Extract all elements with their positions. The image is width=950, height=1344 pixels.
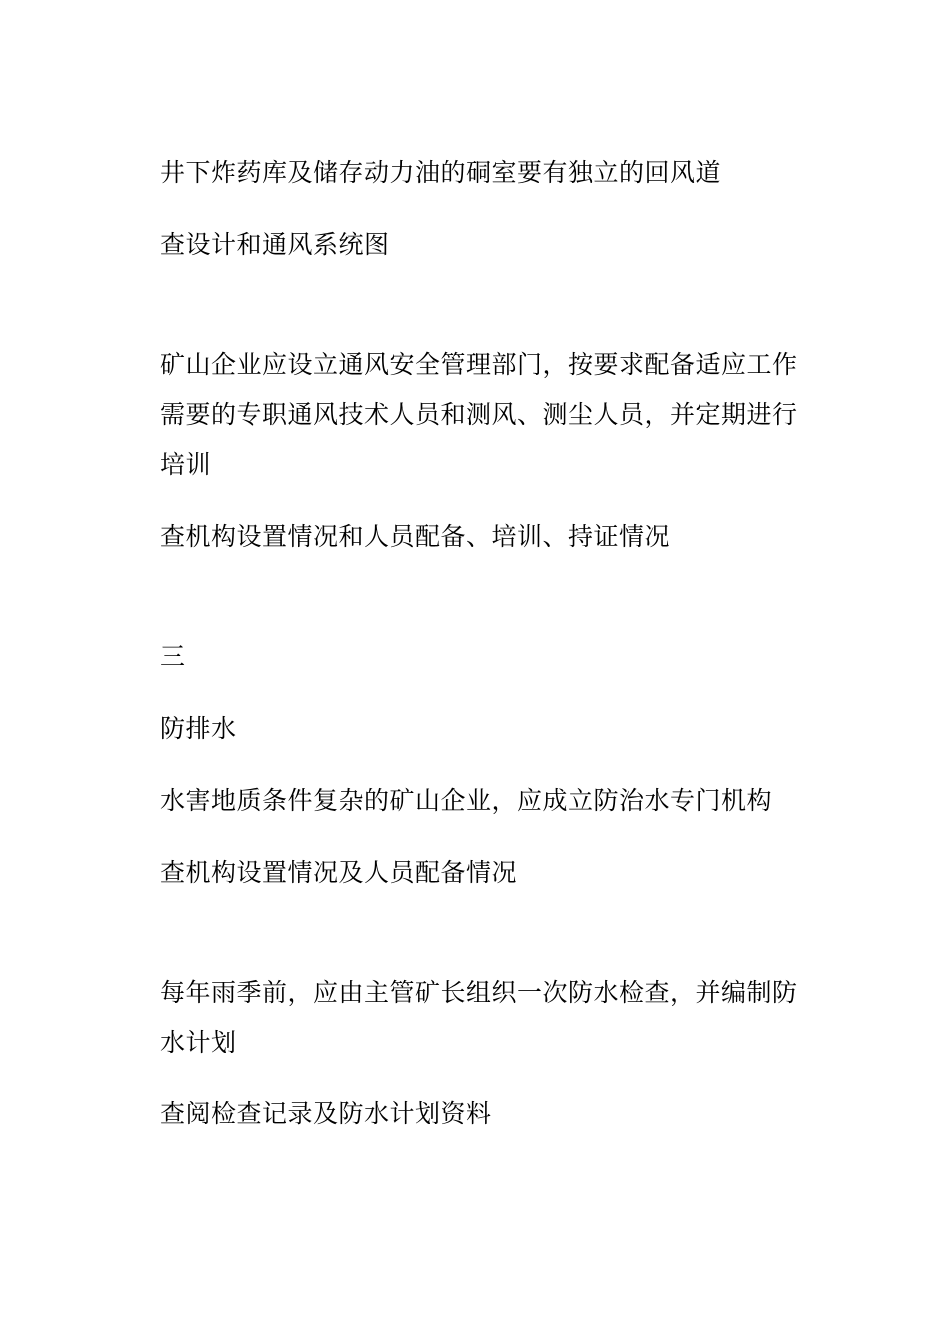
requirement-rainy-season-inspection: 每年雨季前，应由主管矿长组织一次防水检查，并编制防水计划: [160, 978, 798, 1057]
section-number: 三: [160, 642, 186, 671]
section-title-drainage: 防排水: [160, 714, 237, 743]
check-method-agency-staffing: 查机构设置情况及人员配备情况: [160, 858, 518, 887]
check-method-inspection-records: 查阅检查记录及防水计划资料: [160, 1099, 492, 1128]
requirement-explosive-storage-ventilation: 井下炸药库及储存动力油的硐室要有独立的回风道: [160, 158, 722, 187]
check-method-ventilation-drawings: 查设计和通风系统图: [160, 230, 390, 259]
requirement-ventilation-management-department: 矿山企业应设立通风安全管理部门，按要求配备适应工作需要的专职通风技术人员和测风、测尘人员，并定期进行培训: [160, 350, 798, 479]
check-method-staffing-training: 查机构设置情况和人员配备、培训、持证情况: [160, 522, 671, 551]
requirement-water-control-agency: 水害地质条件复杂的矿山企业，应成立防治水专门机构: [160, 786, 773, 815]
